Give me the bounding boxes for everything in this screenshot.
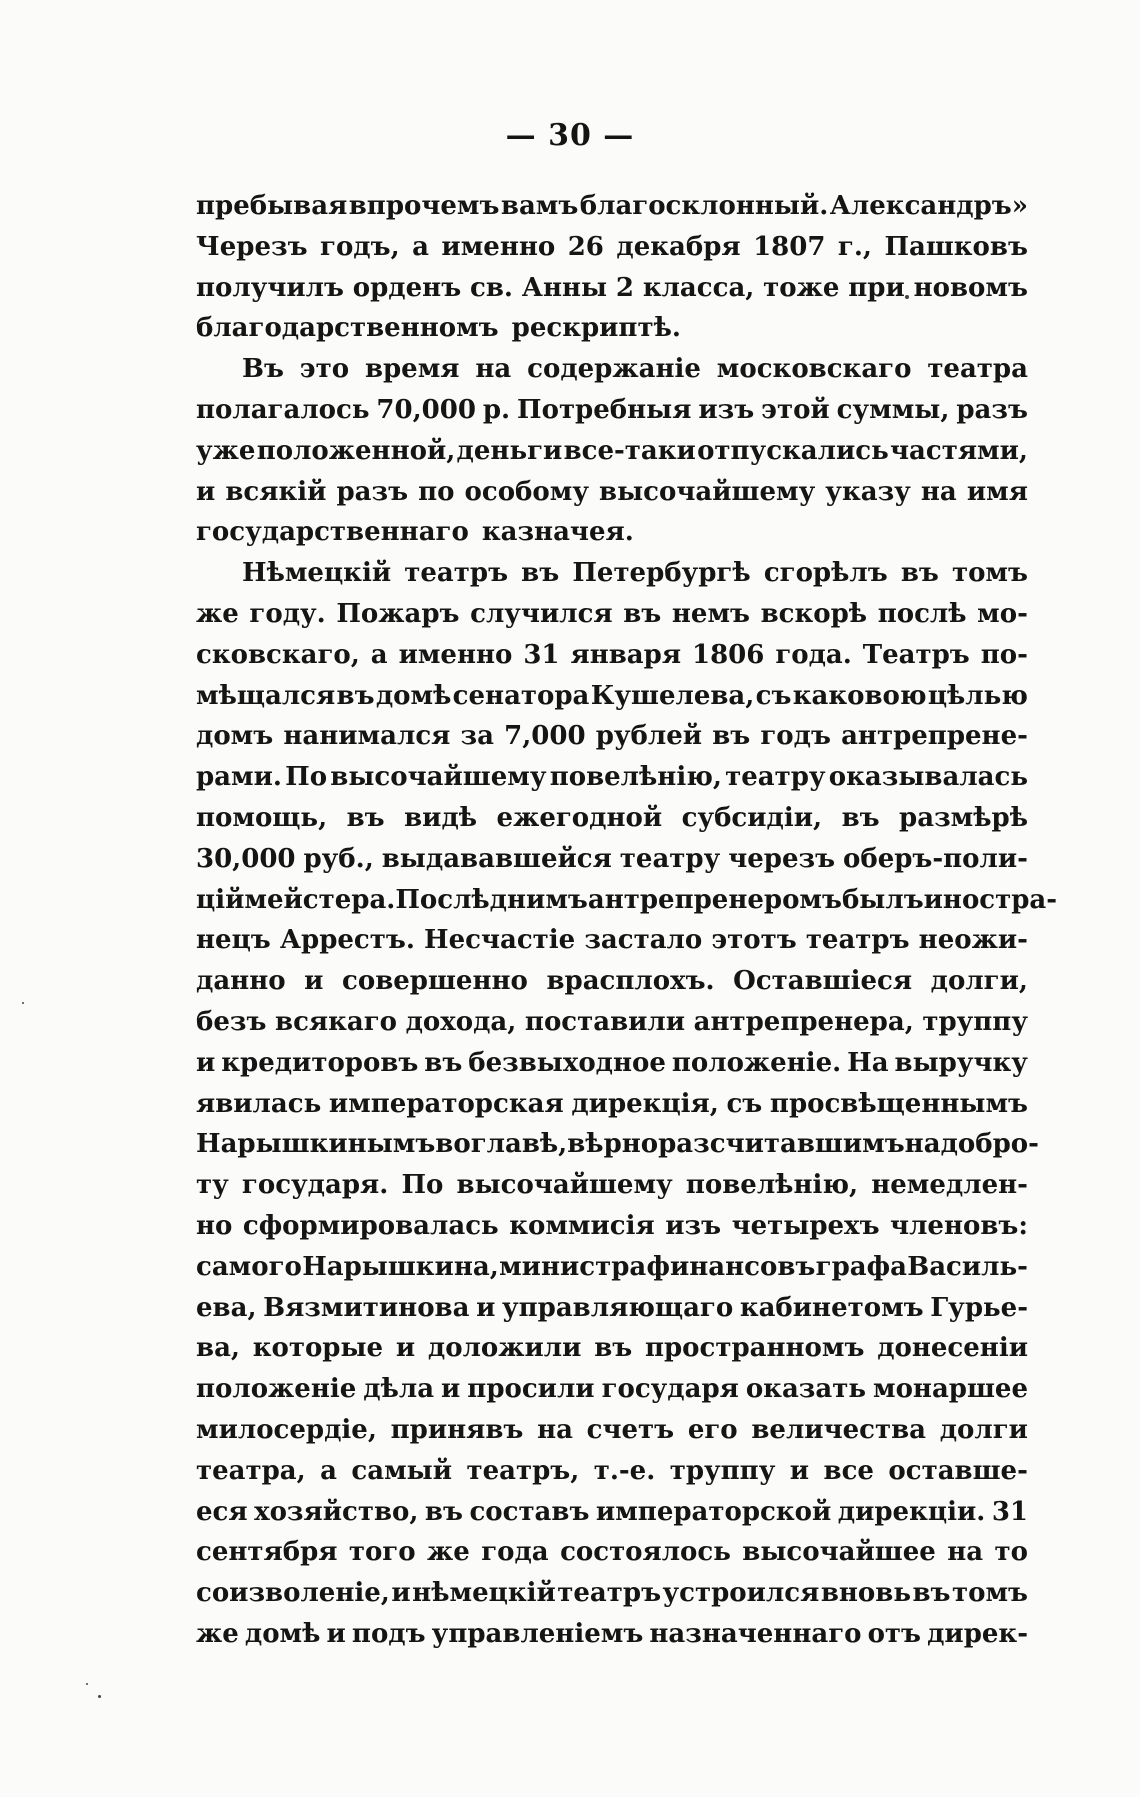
text-line: милосердіе, принявъ на счетъ его величества долги xyxy=(196,1414,1028,1445)
text-line: мѣщался въ домѣ сенатора Кушелева, съ каковою цѣлью xyxy=(196,680,1028,711)
text-line: соизволеніе, и нѣмецкій театръ устроился вновь въ томъ xyxy=(196,1578,1028,1609)
text-line: ева, Вязмитинова и управляющаго кабинетомъ Гурье- xyxy=(196,1292,1028,1323)
text-line: же домѣ и подъ управленіемъ назначеннаго отъ дирек- xyxy=(196,1618,1028,1649)
text-line: 30,000 руб., выдававшейся театру черезъ оберъ-поли- xyxy=(196,843,1028,874)
text-line: ту государя. По высочайшему повелѣнію, немедлен- xyxy=(196,1170,1028,1201)
text-line: благодарственномъ рескриптѣ. xyxy=(196,313,681,344)
text-line: данно и совершенно врасплохъ. Оставшіеся долги, xyxy=(196,966,1028,997)
text-line: рами. По высочайшему повелѣнію, театру оказывалась xyxy=(196,762,1028,793)
page-number: — 30 — xyxy=(505,118,635,153)
scan-speck xyxy=(86,1683,88,1685)
text-line: Въ это время на содержаніе московскаго театра xyxy=(242,354,1028,385)
text-line: Нѣмецкій театръ въ Петербургѣ сгорѣлъ въ томъ xyxy=(242,558,1028,589)
text-line: полагалось 70,000 р. Потребныя изъ этой суммы, разъ xyxy=(196,394,1028,425)
text-line: Черезъ годъ, а именно 26 декабря 1807 г., Пашковъ xyxy=(196,231,1028,262)
text-line: но сформировалась коммисія изъ четырехъ членовъ: xyxy=(196,1210,1028,1241)
text-line: явилась императорская дирекція, съ просвѣщеннымъ xyxy=(196,1088,1028,1119)
scan-speck xyxy=(98,1695,101,1698)
text-line: и всякій разъ по особому высочайшему указу на имя xyxy=(196,476,1028,507)
body-text xyxy=(196,186,1058,1655)
scan-speck xyxy=(905,295,909,299)
text-line: пребывая впрочемъ вамъ благосклонный. Александръ» xyxy=(196,191,1028,221)
text-line: домъ нанимался за 7,000 рублей въ годъ антрепрене- xyxy=(196,721,1028,752)
text-line: безъ всякаго дохода, поставили антрепренера, труппу xyxy=(196,1006,1028,1037)
text-line: ціймейстера. Послѣднимъ антрепренеромъ былъ иностра- xyxy=(196,884,1058,915)
text-line: самого Нарышкина, министра финансовъ графа Василь- xyxy=(196,1251,1028,1282)
text-line: сентября того же года состоялось высочайшее на то xyxy=(196,1537,1028,1568)
text-line: еся хозяйство, въ составъ императорской дирекціи. 31 xyxy=(196,1496,1028,1527)
text-line: Нарышкинымъ во главѣ, вѣрно разсчитавшимъ на добро- xyxy=(196,1129,1039,1160)
text-line: помощь, въ видѣ ежегодной субсидіи, въ размѣрѣ xyxy=(196,802,1028,833)
text-line: и кредиторовъ въ безвыходное положеніе. На выручку xyxy=(196,1047,1028,1078)
text-line: получилъ орденъ св. Анны 2 класса, тоже при новомъ xyxy=(196,272,1028,303)
text-line: государственнаго казначея. xyxy=(196,517,634,548)
scan-speck xyxy=(22,1002,24,1004)
text-line: театра, а самый театръ, т.-е. труппу и все оставше- xyxy=(196,1455,1028,1486)
text-line: положеніе дѣла и просили государя оказать монаршее xyxy=(196,1374,1028,1405)
text-line: сковскаго, а именно 31 января 1806 года. Театръ по- xyxy=(196,639,1028,670)
text-line: ва, которые и доложили въ пространномъ донесеніи xyxy=(196,1333,1028,1364)
text-line: нецъ Аррестъ. Несчастіе застало этотъ театръ неожи- xyxy=(196,925,1028,956)
text-line: уже положенной, деньги все-таки отпускались частями, xyxy=(196,435,1028,466)
text-line: же году. Пожаръ случился въ немъ вскорѣ послѣ мо- xyxy=(196,598,1028,629)
